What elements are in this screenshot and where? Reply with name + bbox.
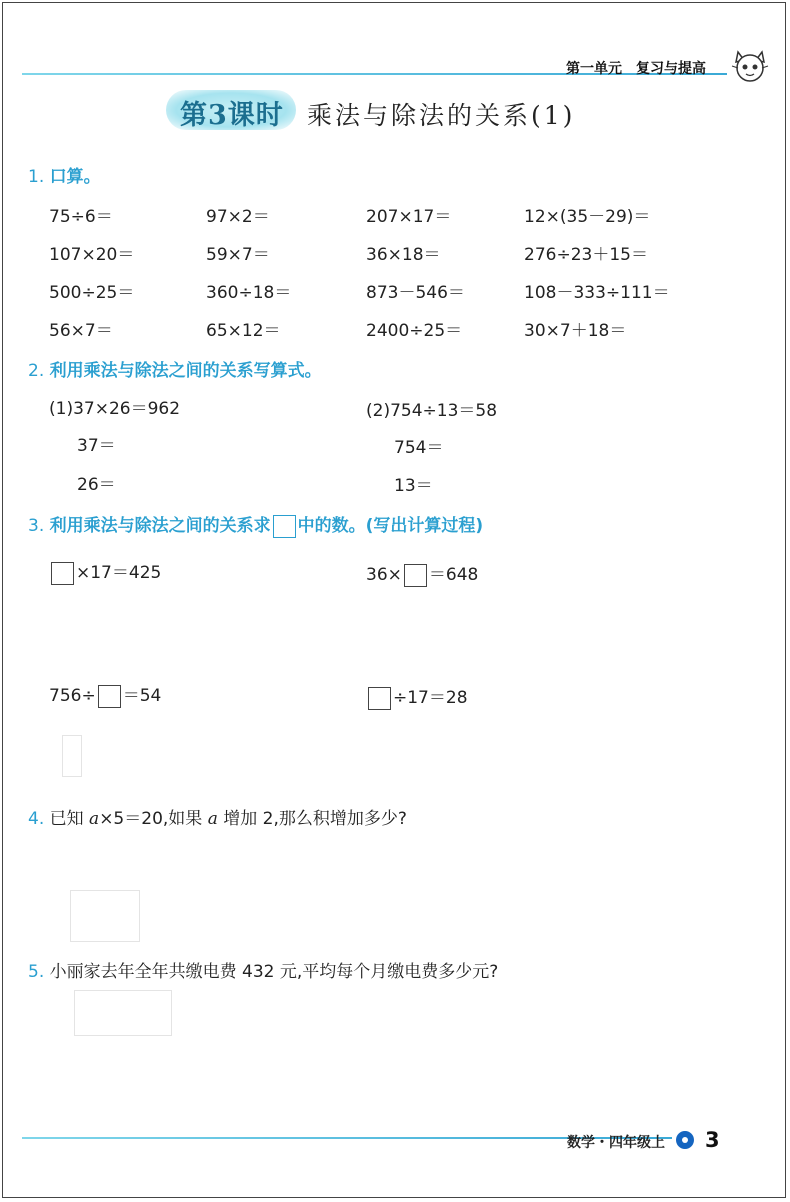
answer-box[interactable] <box>404 564 427 587</box>
bleed-through-mark <box>74 990 172 1036</box>
q5-text: 5. 小丽家去年全年共缴电费 432 元,平均每个月缴电费多少元? <box>28 962 499 982</box>
bleed-through-mark <box>62 735 82 777</box>
q3-equation-1: ×17＝425 <box>49 558 161 585</box>
q2-answer-line: 754＝ <box>394 438 444 458</box>
q2-answer-line: 13＝ <box>394 476 433 496</box>
answer-box[interactable] <box>51 562 74 585</box>
q1-item: 500÷25＝ <box>49 283 135 303</box>
blank-box-icon <box>273 515 296 538</box>
q3-equation-4: ÷17＝28 <box>366 683 468 710</box>
q2-answer-line: 26＝ <box>77 475 116 495</box>
q1-text: 口算。 <box>49 167 101 187</box>
q1-item: 107×20＝ <box>49 245 135 265</box>
q2-answer-line: 37＝ <box>77 436 116 456</box>
q4-text: 4. 已知 a×5＝20,如果 a 增加 2,那么积增加多少? <box>28 809 407 829</box>
q2-given-2: (2)754÷13＝58 <box>366 401 498 421</box>
lesson-badge <box>166 90 296 130</box>
q1-item: 873－546＝ <box>366 283 465 303</box>
variable-a: a <box>89 809 100 829</box>
q3-equation-3: 756÷ ＝54 <box>49 686 162 706</box>
q3-equation-2: 36× ＝648 <box>366 565 479 585</box>
section-name: 复习与提高 <box>636 61 706 77</box>
lesson-title: 乘法与除法的关系(1) <box>307 101 576 130</box>
lesson-number: 第3课时 <box>180 100 284 131</box>
q1-item: 2400÷25＝ <box>366 321 463 341</box>
q1-item: 276÷23＋15＝ <box>524 245 648 265</box>
q3-number: 3. <box>28 516 45 536</box>
q2-number: 2. <box>28 361 45 381</box>
book-label: 数学・四年级上 <box>567 1135 665 1151</box>
answer-box[interactable] <box>98 685 121 708</box>
q1-item: 65×12＝ <box>206 321 281 341</box>
cat-mascot-icon <box>730 46 770 86</box>
q1-item: 12×(35－29)＝ <box>524 207 651 227</box>
q3-text-b: 中的数。(写出计算过程) <box>297 516 484 536</box>
variable-a: a <box>207 809 218 829</box>
q1-number: 1. <box>28 167 45 187</box>
q1-title <box>28 162 101 187</box>
bleed-through-mark <box>70 890 140 942</box>
q1-item: 75÷6＝ <box>49 207 113 227</box>
unit-label <box>566 58 706 78</box>
q3-title <box>28 511 483 538</box>
q1-item: 108－333÷111＝ <box>524 283 670 303</box>
q4-number: 4. <box>28 809 45 829</box>
q2-title <box>28 356 322 381</box>
q1-item: 56×7＝ <box>49 321 113 341</box>
q1-item: 207×17＝ <box>366 207 452 227</box>
q1-item: 30×7＋18＝ <box>524 321 627 341</box>
q1-item: 36×18＝ <box>366 245 441 265</box>
unit-name: 第一单元 <box>566 61 622 77</box>
q3-text-a: 利用乘法与除法之间的关系求 <box>49 516 271 536</box>
q1-item: 97×2＝ <box>206 207 270 227</box>
q2-given-1: (1)37×26＝962 <box>49 399 181 419</box>
page-number: 3 <box>705 1128 720 1152</box>
q2-text: 利用乘法与除法之间的关系写算式。 <box>49 361 322 381</box>
q5-number: 5. <box>28 962 45 982</box>
q1-item: 59×7＝ <box>206 245 270 265</box>
answer-box[interactable] <box>368 687 391 710</box>
page-marker-icon <box>676 1131 694 1149</box>
q1-item: 360÷18＝ <box>206 283 292 303</box>
